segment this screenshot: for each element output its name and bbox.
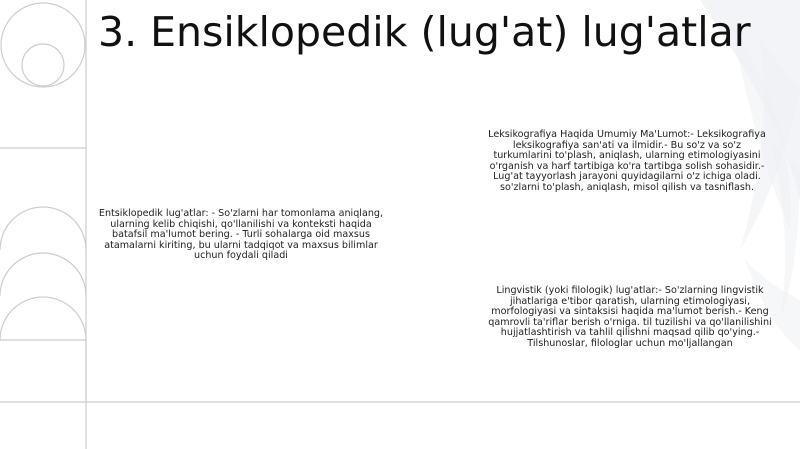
arch-ornament-bottom [0,297,86,402]
text-block-lingvistik: Lingvistik (yoki filologik) lug'atlar:- So'zlarning lingvistik jihatlariga e'tibor qaratish, ularning etimologiyasi, morfologiyasi va sintaksisi haqida ma'lumot berish.- Keng qamrovli ta'riflar berish o'rniga. til tuzilishi va qo'llanilishini hujjatlashtirish va tahlil qilishni maqsad qilib qo'ying.- Tilshunoslar, filologlar uchun mo'ljallangan [488,285,772,349]
arch-ornament-mid [0,253,86,296]
page-title: 3. Ensiklopedik (lug'at) lug'atlar [98,8,751,56]
circle-ornament-large [1,3,85,87]
circle-ornament-small [22,44,64,86]
text-block-leksikografiya: Leksikografiya Haqida Umumiy Ma'Lumot:- Leksikografiya leksikografiya san'ati va ilmidir.- Bu so'z va so'z turkumlarini to'plash, aniqlash, ularning etimologiyasini o'rganish va harf tartibiga ko'ra tartibga solish sohasidir.- Lug'at tayyorlash jarayoni quyidagilarni o'z ichiga oladi. so'zlarni to'plash, aniqlash, misol qilish va tasniflash. [488,129,766,193]
text-block-entsiklopedik: Entsiklopedik lug'atlar: - So'zlarni har tomonlama aniqlang, ularning kelib chiqishi, qo'llanilishi va konteksti haqida batafsil ma'lumot bering. - Turli sohalarga oid maxsus atamalarni kiriting, bu ularni tadqiqot va maxsus bilimlar uchun foydali qiladi [98,208,384,262]
arch-ornament-top [0,207,86,250]
